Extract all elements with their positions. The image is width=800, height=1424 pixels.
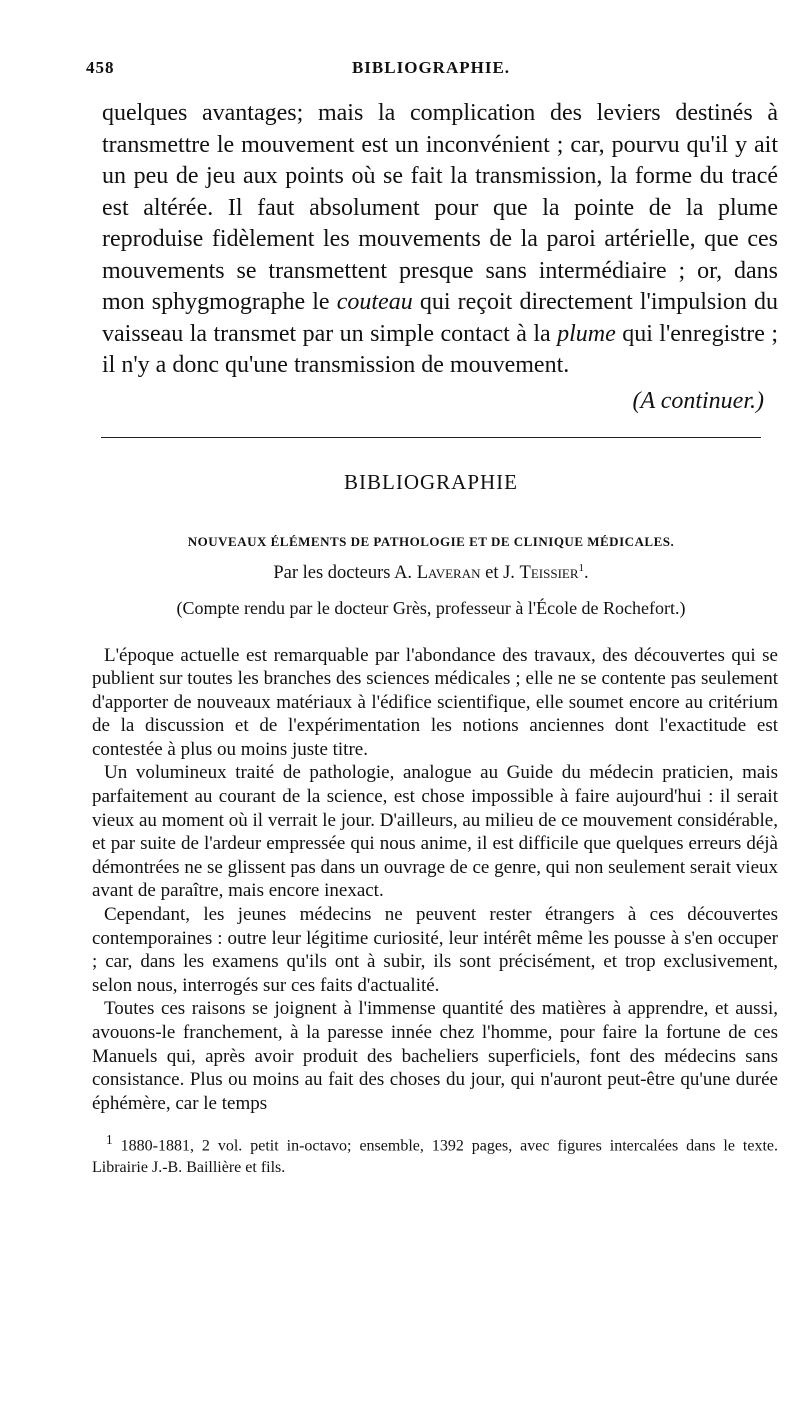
paragraph-text-part-1: quelques avantages; mais la complication des leviers destinés à transmettre le mouvement est un inconvénient ; car, pourvu qu'il y ait un peu de jeu aux points où se fait la transmission, la forme du tracé est altérée. Il faut absolument pour que la pointe de la plume reproduise fidèlement les mouvements de la paroi artérielle, que ces mouvements se transmettent presque sans intermédiaire ; or, dans mon sphygmographe le bbox=[102, 100, 778, 315]
book-title: NOUVEAUX ÉLÉMENTS DE PATHOLOGIE ET DE CLINIQUE MÉDICALES. bbox=[187, 533, 675, 549]
book-authors bbox=[84, 562, 778, 588]
review-body bbox=[84, 644, 778, 1116]
body-paragraph-4: Toutes ces raisons se joignent à l'immense quantité des matières à apprendre, et aussi, avouons-le franchement, à la paresse innée chez l'homme, pour faire la fortune de ces Manuels qui, après avoir produit des bacheliers superficiels, font des médecins sans consistance. Plus ou moins au fait des choses du jour, qui n'auront peut-être qu'une durée éphémère, car le temps bbox=[92, 998, 778, 1114]
section-divider bbox=[101, 437, 761, 438]
body-paragraph-2: Un volumineux traité de pathologie, analogue au Guide du médecin praticien, mais parfaitement au courant de la science, est chose impossible à faire aujourd'hui : il serait vieux au moment où il verrait le jour. D'ailleurs, au milieu de ce mouvement considérable, et par suite de l'ardeur empressée qui nous anime, il est difficile que quelques erreurs déjà démontrées ne se glissent pas dans un ouvrage de ce genre, qui non seulement serait vieux avant de paraître, mais encore inexact. bbox=[92, 762, 778, 902]
author-name-2: Teissier bbox=[519, 562, 579, 583]
section-title: BIBLIOGRAPHIE bbox=[344, 469, 518, 494]
authors-connector: et J. bbox=[485, 562, 515, 583]
paragraph-text-part-3: qui l'enregistre ; il n'y a donc qu'une transmission de mouvement. bbox=[102, 320, 779, 378]
running-title: BIBLIOGRAPHIE. bbox=[351, 58, 511, 77]
authors-prefix: Par les docteurs A. bbox=[273, 562, 413, 583]
italic-term-plume: plume bbox=[557, 320, 616, 347]
review-attribution: (Compte rendu par le docteur Grès, professeur à l'École de Rochefort.) bbox=[176, 597, 686, 618]
continued-article-text bbox=[84, 98, 778, 382]
authors-suffix: . bbox=[584, 562, 589, 583]
running-header bbox=[84, 52, 778, 82]
footnote-text: 1880-1881, 2 vol. petit in-octavo; ensemble, 1392 pages, avec figures intercalées dans le texte. Librairie J.-B. Baillière et fils. bbox=[92, 1137, 779, 1176]
footnote-reference: 1 bbox=[578, 561, 585, 574]
document-page bbox=[84, 52, 778, 1178]
page-number: 458 bbox=[86, 58, 115, 77]
footnote-paragraph bbox=[92, 1129, 778, 1177]
to-be-continued-note: (A continuer.) bbox=[632, 387, 764, 414]
body-paragraph-1: L'époque actuelle est remarquable par l'abondance des travaux, des découvertes qui se publient sur toutes les branches des sciences médicales ; elle ne se contente pas seulement d'apporter de nouveaux matériaux à l'édifice scientifique, elle soumet encore au critérium de la discussion et de l'expérimentation les notions anciennes dont l'exactitude est contestée à plus ou moins juste titre. bbox=[92, 644, 778, 760]
footnote-mark: 1 bbox=[106, 1132, 113, 1148]
author-name-1: Laveran bbox=[416, 562, 481, 583]
body-paragraph-3: Cependant, les jeunes médecins ne peuvent rester étrangers à ces découvertes contemporaines : outre leur légitime curiosité, leur intérêt même les pousse à s'en occuper ; car, dans les examens qu'ils ont à subir, ils sont précisément, et trop exclusivement, selon nous, interrogés sur ces faits d'actualité. bbox=[92, 904, 778, 996]
footnote bbox=[84, 1129, 778, 1177]
continued-paragraph bbox=[102, 98, 778, 382]
paragraph-text-part-2: qui reçoit directement l'impulsion du vaisseau la transmet par un simple contact à la bbox=[102, 289, 779, 347]
italic-term-couteau: couteau bbox=[336, 289, 413, 315]
